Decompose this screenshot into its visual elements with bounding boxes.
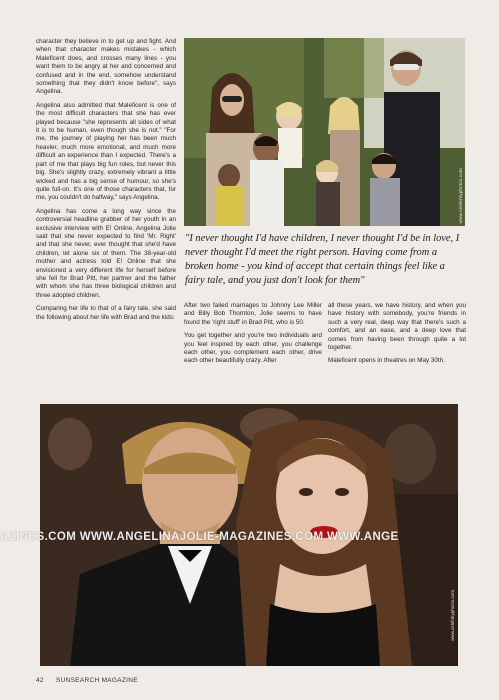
page-footer — [36, 677, 138, 684]
left-paragraph-2: Angelina also admitted that Maleficent is one of the most difficult characters that she has ever played because "she represents all sides of what it is to be human, even though she is not." "For me, the journey of playing her has been much heavier, much more emotional, and much more difficult an experience than I expected. There's a part of me that plays big fun roles, but never this big. She's slightly crazy, extremely vibrant a little wicked and has a big sense of humour, so she's quite full-on. It's one of those characters that, for me, you couldn't do halfway," says Angelina. — [36, 101, 176, 202]
left-paragraph-4: Comparing her life to that of a fairy tale, she said the following about her life with Brad and the kids: — [36, 305, 176, 321]
right-paragraph-1: all these years, we have history, and when you have history with somebody, you're friends in such a very real, deep way that there's such a comfort, and an ease, and a deep love that comes from having been through quite a lot together. — [328, 302, 466, 352]
top-photo-credit: www.celebrityphotos.com — [458, 168, 463, 224]
right-text-column — [328, 302, 466, 371]
site-watermark: AZINES.COM WWW.ANGELINAJOLIE-MAGAZINES.COM WWW.ANGE — [0, 531, 399, 543]
left-text-column — [36, 38, 176, 327]
magazine-name: SUNSEARCH MAGAZINE — [55, 677, 138, 684]
bottom-photo-credit: www.celebrityphotos.com — [450, 590, 455, 641]
family-photo-illustration — [184, 38, 465, 226]
right-paragraph-2: Maleficent opens in theatres on May 30th. — [328, 357, 445, 365]
mid-paragraph-2: You get together and you're two individuals and you feel inspired by each other, you challenge each other, you complement each other, drive each other beautifully crazy. After — [184, 332, 322, 365]
left-paragraph-3: Angelina has come a long way since the controversial headline grabber of her youth in an exclusive interview with E! Online, Angelina Jolie said that she never expected to find 'Mr. Right' and that she never, ever thought that she'd have children, let alone six of them. The 38-year-old mother and actress told E! Online that she envisioned a very different life for herself before she fell for Brad Pitt, her partner and the father with whom she has three biological children and three adopted children. — [36, 207, 176, 299]
page-number: 42 — [36, 677, 44, 684]
family-photo — [184, 38, 465, 226]
left-paragraph-1: character they believe in to get up and fight. And when that character makes mistakes - which Maleficent does, and crosses many lines - you want them to be angry at her and concerned and confused and in the end, somehow understand something that they didn't know before", says Angelina. — [36, 38, 176, 96]
mid-paragraph-1: After two failed marriages to Johnny Lee Miller and Billy Bob Thornton, Jolie seems to have found the 'right stuff' in Brad Pitt, who is 50. — [184, 302, 322, 326]
pull-quote: "I never thought I'd have children, I never thought I'd be in love, I never thought I'd meet the right person. Having come from a broken home - you kind of accept that certain things feel like a fairy tale, and you just don't look for them" — [185, 233, 460, 286]
middle-text-column — [184, 302, 322, 371]
